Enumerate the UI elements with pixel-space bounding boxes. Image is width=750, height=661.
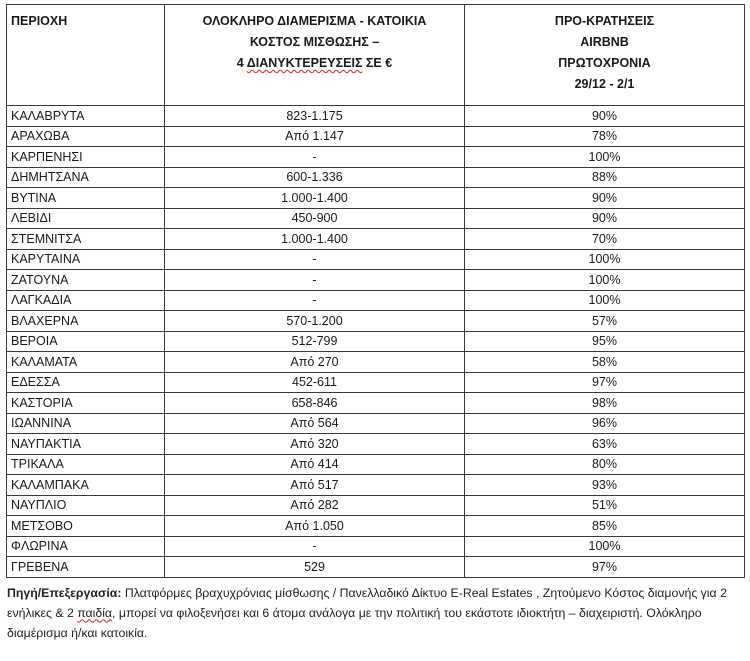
header-bookings-line1: ΠΡΟ-ΚΡΑΤΗΣΕΙΣ xyxy=(554,14,655,28)
cost-cell: Από 1.050 xyxy=(165,516,465,537)
booking-percent-cell: 78% xyxy=(465,126,745,147)
cost-cell: Από 1.147 xyxy=(165,126,465,147)
cost-cell: 512-799 xyxy=(165,331,465,352)
booking-percent-cell: 90% xyxy=(465,208,745,229)
booking-percent-cell: 97% xyxy=(465,372,745,393)
booking-percent-cell: 97% xyxy=(465,557,745,578)
region-cell: ΝΑΥΠΛΙΟ xyxy=(7,495,165,516)
source-spellcheck-word: παιδία xyxy=(77,605,113,620)
cost-cell: 529 xyxy=(165,557,465,578)
booking-percent-cell: 57% xyxy=(465,311,745,332)
source-label: Πηγή/Επεξεργασία: xyxy=(7,585,122,600)
table-row xyxy=(7,557,745,578)
table-row xyxy=(7,434,745,455)
spellcheck-underline-word: ΔΙΑΝΥΚΤΕΡΕΥΣΕΙΣ xyxy=(246,56,363,70)
booking-percent-cell: 100% xyxy=(465,536,745,557)
region-cell: ΔΗΜΗΤΣΑΝΑ xyxy=(7,167,165,188)
table-row xyxy=(7,536,745,557)
header-bookings-line4: 29/12 - 2/1 xyxy=(574,77,635,91)
header-cost-line2: ΚΟΣΤΟΣ ΜΙΣΘΩΣΗΣ – xyxy=(249,35,380,49)
header-cost-line3: 4 ΔΙΑΝΥΚΤΕΡΕΥΣΕΙΣ ΣΕ € xyxy=(236,56,393,70)
region-cell: ΤΡΙΚΑΛΑ xyxy=(7,454,165,475)
table-row xyxy=(7,270,745,291)
cost-cell: - xyxy=(165,147,465,168)
region-cell: ΛΕΒΙΔΙ xyxy=(7,208,165,229)
cost-cell: 600-1.336 xyxy=(165,167,465,188)
cost-cell: 658-846 xyxy=(165,393,465,414)
booking-percent-cell: 100% xyxy=(465,290,745,311)
table-row xyxy=(7,106,745,127)
region-cell: ΓΡΕΒΕΝΑ xyxy=(7,557,165,578)
region-cell: ΣΤΕΜΝΙΤΣΑ xyxy=(7,229,165,250)
table-header-row xyxy=(7,5,745,106)
table-row xyxy=(7,188,745,209)
table-row xyxy=(7,331,745,352)
region-cell: ΒΕΡΟΙΑ xyxy=(7,331,165,352)
table-row xyxy=(7,126,745,147)
region-cell: ΝΑΥΠΑΚΤΙΑ xyxy=(7,434,165,455)
booking-percent-cell: 85% xyxy=(465,516,745,537)
booking-percent-cell: 100% xyxy=(465,249,745,270)
booking-percent-cell: 90% xyxy=(465,106,745,127)
source-note xyxy=(6,583,744,643)
table-row xyxy=(7,208,745,229)
region-cell: ΚΑΣΤΟΡΙΑ xyxy=(7,393,165,414)
region-cell: ΑΡΑΧΩΒΑ xyxy=(7,126,165,147)
cost-cell: 450-900 xyxy=(165,208,465,229)
header-bookings xyxy=(465,5,745,106)
region-cell: ΖΑΤΟΥΝΑ xyxy=(7,270,165,291)
header-cost xyxy=(165,5,465,106)
region-cell: ΚΑΛΑΜΑΤΑ xyxy=(7,352,165,373)
cost-cell: - xyxy=(165,249,465,270)
region-cell: ΚΑΛΑΒΡΥΤΑ xyxy=(7,106,165,127)
table-row xyxy=(7,413,745,434)
cost-cell: 452-611 xyxy=(165,372,465,393)
table-body xyxy=(7,106,745,578)
table-row xyxy=(7,311,745,332)
table-row xyxy=(7,249,745,270)
region-cell: ΚΑΡΠΕΝΗΣΙ xyxy=(7,147,165,168)
table-row xyxy=(7,147,745,168)
booking-percent-cell: 100% xyxy=(465,147,745,168)
booking-percent-cell: 58% xyxy=(465,352,745,373)
region-cell: ΦΛΩΡΙΝΑ xyxy=(7,536,165,557)
region-cell: ΒΛΑΧΕΡΝΑ xyxy=(7,311,165,332)
cost-cell: Από 282 xyxy=(165,495,465,516)
booking-percent-cell: 95% xyxy=(465,331,745,352)
table-row xyxy=(7,290,745,311)
cost-cell: Από 517 xyxy=(165,475,465,496)
booking-percent-cell: 70% xyxy=(465,229,745,250)
booking-percent-cell: 96% xyxy=(465,413,745,434)
region-cell: ΚΑΛΑΜΠΑΚΑ xyxy=(7,475,165,496)
source-text-c: , μπορεί να φιλοξενήσει και 6 άτομα ανάλογα με την πολιτική του εκάστοτε ιδιοκτήτη – διαχειριστή. Ολόκληρο διαμέρισμα ή/και κατοικία. xyxy=(7,605,702,640)
header-region: ΠΕΡΙΟΧΗ xyxy=(7,5,165,106)
cost-cell: Από 414 xyxy=(165,454,465,475)
rental-cost-table xyxy=(6,4,745,578)
booking-percent-cell: 100% xyxy=(465,270,745,291)
booking-percent-cell: 98% xyxy=(465,393,745,414)
header-bookings-line2: AIRBNB xyxy=(580,35,629,49)
region-cell: ΛΑΓΚΑΔΙΑ xyxy=(7,290,165,311)
cost-cell: - xyxy=(165,536,465,557)
table-row xyxy=(7,475,745,496)
table-row xyxy=(7,516,745,537)
table-row xyxy=(7,393,745,414)
cost-cell: 570-1.200 xyxy=(165,311,465,332)
document xyxy=(6,4,744,643)
cost-cell: Από 564 xyxy=(165,413,465,434)
header-cost-line1: ΟΛΟΚΛΗΡΟ ΔΙΑΜΕΡΙΣΜΑ - ΚΑΤΟΙΚΙΑ xyxy=(202,14,427,28)
cost-cell: Από 320 xyxy=(165,434,465,455)
table-row xyxy=(7,495,745,516)
booking-percent-cell: 90% xyxy=(465,188,745,209)
table-row xyxy=(7,229,745,250)
cost-cell: - xyxy=(165,290,465,311)
cost-cell: 823-1.175 xyxy=(165,106,465,127)
table-row xyxy=(7,167,745,188)
region-cell: ΚΑΡΥΤΑΙΝΑ xyxy=(7,249,165,270)
booking-percent-cell: 51% xyxy=(465,495,745,516)
source-text-a: Πλατφόρμες βραχυχρόνιας μίσθωσης / Πανελλαδικό Δίκτυο E-Real Estates , Ζητούμενο Κόστος διαμονής για 2 ενήλικες & 2 xyxy=(7,585,727,620)
booking-percent-cell: 80% xyxy=(465,454,745,475)
region-cell: ΙΩΑΝΝΙΝΑ xyxy=(7,413,165,434)
booking-percent-cell: 63% xyxy=(465,434,745,455)
region-cell: ΒΥΤΙΝΑ xyxy=(7,188,165,209)
cost-cell: 1.000-1.400 xyxy=(165,229,465,250)
cost-cell: - xyxy=(165,270,465,291)
table-row xyxy=(7,352,745,373)
header-bookings-line3: ΠΡΩΤΟΧΡΟΝΙΑ xyxy=(558,56,651,70)
booking-percent-cell: 88% xyxy=(465,167,745,188)
table-row xyxy=(7,372,745,393)
table-row xyxy=(7,454,745,475)
cost-cell: Από 270 xyxy=(165,352,465,373)
region-cell: ΕΔΕΣΣΑ xyxy=(7,372,165,393)
booking-percent-cell: 93% xyxy=(465,475,745,496)
region-cell: ΜΕΤΣΟΒΟ xyxy=(7,516,165,537)
cost-cell: 1.000-1.400 xyxy=(165,188,465,209)
